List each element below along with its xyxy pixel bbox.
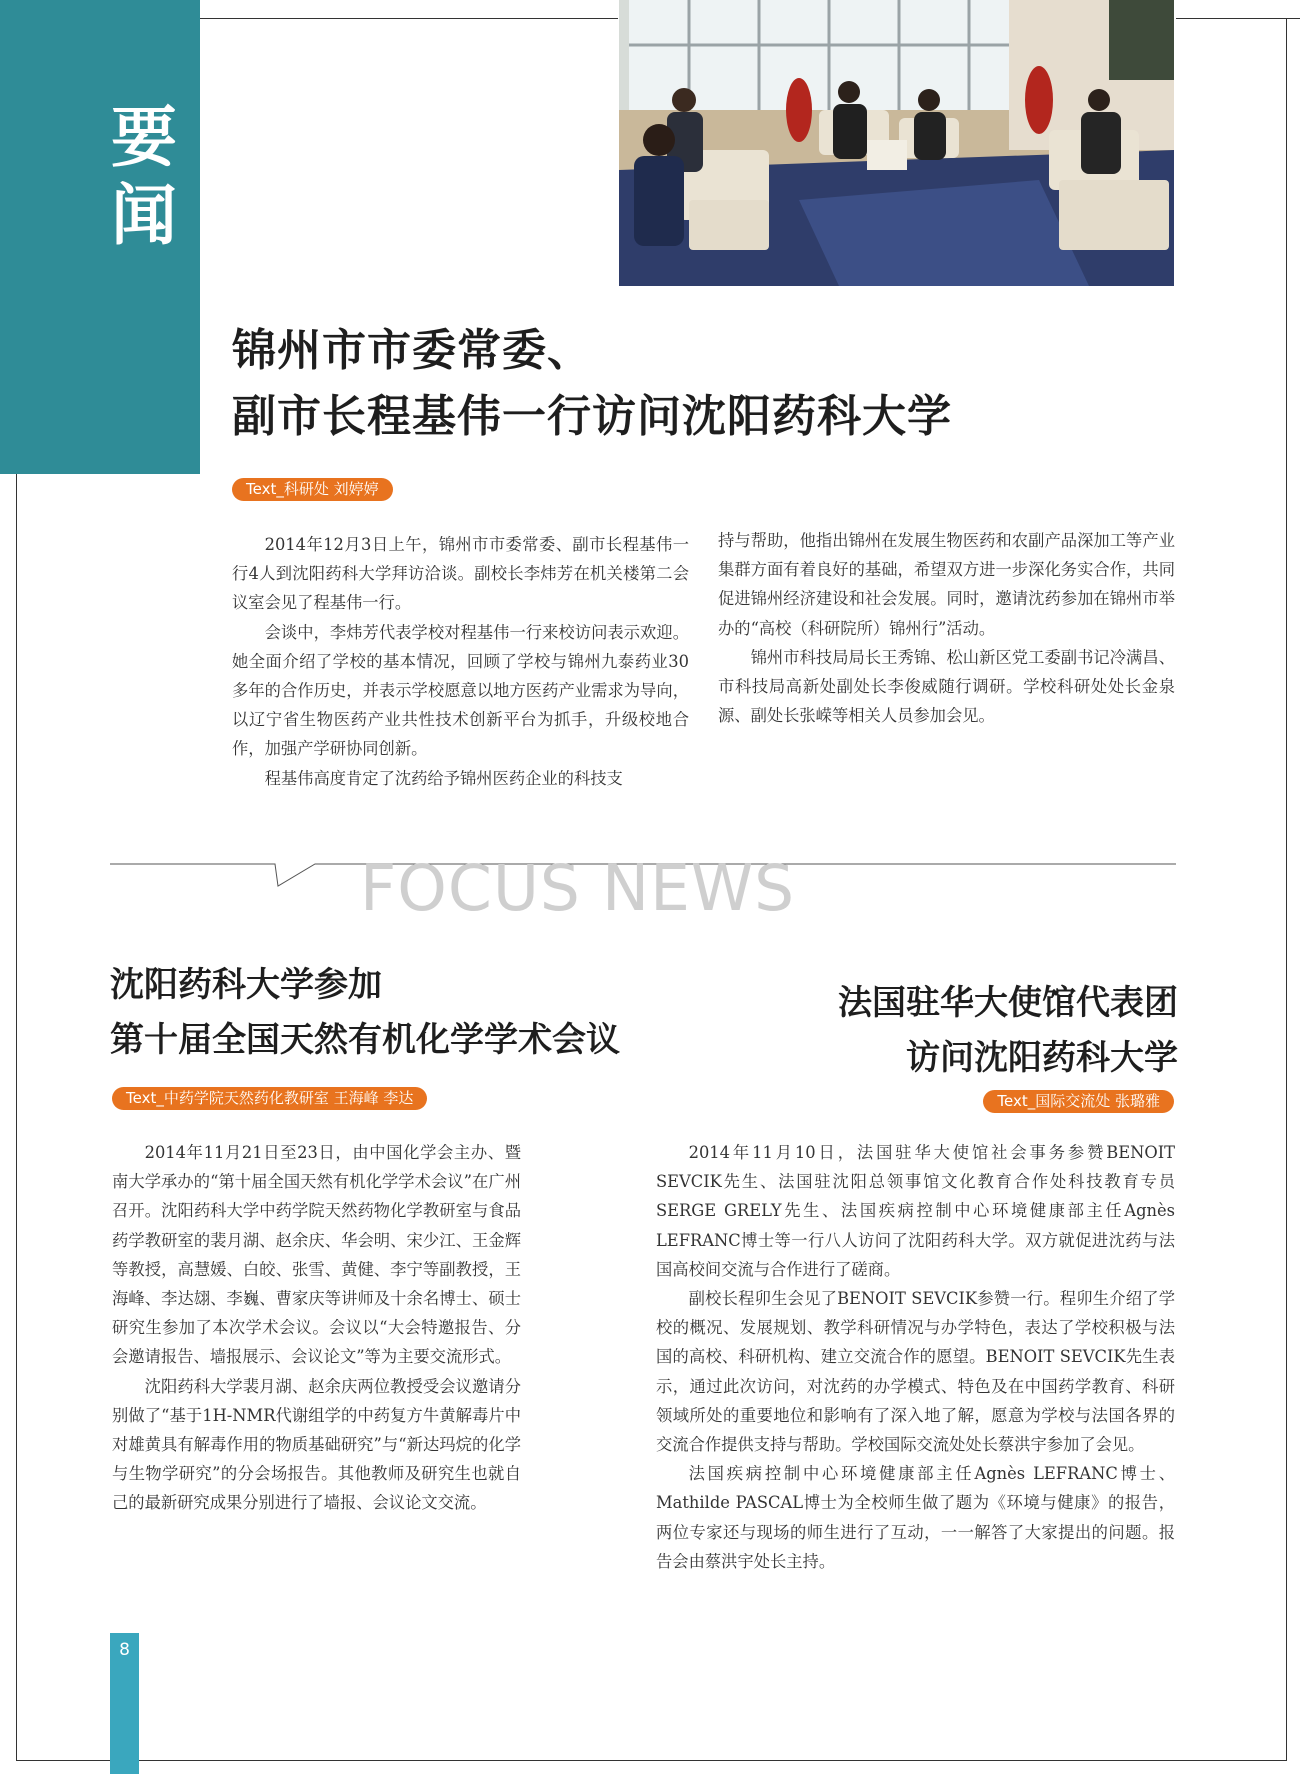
right-frame-rule [1286, 18, 1287, 1761]
meeting-photo-illustration [619, 0, 1174, 286]
article3-body [656, 1138, 1175, 1576]
top-rule-left [200, 18, 618, 19]
page-number: 8 [119, 1640, 130, 1660]
article2-title [110, 958, 620, 1068]
article3-paragraph-3: 法国疾病控制中心环境健康部主任Agnès LEFRANC博士、Mathilde PASCAL博士为全校师生做了题为《环境与健康》的报告，两位专家还与现场的师生进行了互动，一一解答了大家提出的问题。报告会由蔡洪宇处长主持。 [656, 1464, 1175, 1571]
bottom-rule-left [16, 1760, 110, 1761]
section-label-char-2: 闻 [111, 176, 177, 254]
article3-byline: Text_国际交流处 张璐雅 [983, 1090, 1174, 1113]
article1-paragraph-3-continued: 持与帮助，他指出锦州在发展生物医药和农副产品深加工等产业集群方面有着良好的基础，希望双方进一步深化务实合作，共同促进锦州经济建设和社会发展。同时，邀请沈药参加在锦州市举办的“高校（科研院所）锦州行”活动。 [718, 531, 1175, 638]
article3-title [760, 976, 1178, 1086]
focus-news-watermark: FOCUS NEWS [360, 852, 796, 925]
article1-title [232, 318, 952, 450]
left-frame-rule [16, 474, 17, 1761]
section-label-char-1: 要 [111, 98, 177, 176]
article1-paragraph-2: 会谈中，李炜芳代表学校对程基伟一行来校访问表示欢迎。她全面介绍了学校的基本情况，回顾了学校与锦州九泰药业30多年的合作历史，并表示学校愿意以地方医药产业需求为导向，以辽宁省生物医药产业共性技术创新平台为抓手，升级校地合作，加强产学研协同创新。 [232, 622, 689, 759]
article3-title-line-1: 法国驻华大使馆代表团 [838, 983, 1178, 1023]
article1-paragraph-1: 2014年12月3日上午，锦州市市委常委、副市长程基伟一行4人到沈阳药科大学拜访洽谈。副校长李炜芳在机关楼第二会议室会见了程基伟一行。 [232, 535, 689, 613]
article1-byline: Text_科研处 刘婷婷 [232, 478, 393, 501]
article3-paragraph-2: 副校长程卯生会见了BENOIT SEVCIK参赞一行。程卯生介绍了学校的概况、发展规划、教学科研情况与办学特色，表达了学校积极与法国的高校、科研机构、建立交流合作的愿望。BENOIT SEVCIK先生表示，通过此次访问，对沈药的办学模式、特色及在中国药学教育、科研领域所处的重要地位和影响有了深入地了解，愿意为学校与法国各界的交流合作提供支持与帮助。学校国际交流处处长蔡洪宇参加了会见。 [656, 1289, 1175, 1455]
article2-paragraph-1: 2014年11月21日至23日，由中国化学会主办、暨南大学承办的“第十届全国天然有机化学学术会议”在广州召开。沈阳药科大学中药学院天然药物化学教研室与食品药学教研室的裴月湖、赵余庆、华会明、宋少江、王金辉等教授，高慧媛、白皎、张雪、黄健、李宁等副教授，王海峰、李达翃、李巍、曹家庆等讲师及十余名博士、硕士研究生参加了本次学术会议。会议以“大会特邀报告、分会邀请报告、墙报展示、会议论文”等为主要交流形式。 [112, 1143, 521, 1367]
article1-paragraph-3: 程基伟高度肯定了沈药给予锦州医药企业的科技支 [264, 768, 623, 788]
section-label [104, 98, 184, 254]
article3-paragraph-1: 2014年11月10日，法国驻华大使馆社会事务参赞BENOIT SEVCIK先生、法国驻沈阳总领事馆文化教育合作处科技教育专员SERGE GRELY先生、法国疾病控制中心环境健康部主任Agnès LEFRANC博士等一行八人访问了沈阳药科大学。双方就促进沈药与法国高校间交流与合作进行了磋商。 [656, 1143, 1175, 1279]
article1-title-line-1: 锦州市市委常委、 [232, 325, 592, 376]
article2-title-line-2: 第十届全国天然有机化学学术会议 [110, 1020, 620, 1060]
article1-paragraph-4: 锦州市科技局局长王秀锦、松山新区党工委副书记冷满昌、市科技局高新处副处长李俊威随行调研。学校科研处处长金泉源、副处长张嵘等相关人员参加会见。 [718, 647, 1175, 726]
article2-body [112, 1138, 521, 1518]
article1-column-1 [232, 530, 689, 793]
meeting-photo [619, 0, 1174, 286]
top-rule-right [1176, 18, 1300, 19]
article1-column-2 [718, 526, 1175, 730]
article2-title-line-1: 沈阳药科大学参加 [110, 965, 382, 1005]
article2-byline: Text_中药学院天然药化教研室 王海峰 李达 [112, 1087, 427, 1110]
article1-title-line-2: 副市长程基伟一行访问沈阳药科大学 [232, 391, 952, 442]
article2-paragraph-2: 沈阳药科大学裴月湖、赵余庆两位教授受会议邀请分别做了“基于1H-NMR代谢组学的中药复方牛黄解毒片中对雄黄具有解毒作用的物质基础研究”与“新达玛烷的化学与生物学研究”的分会场报告。其他教师及研究生也就自己的最新研究成果分别进行了墙报、会议论文交流。 [112, 1376, 521, 1513]
article3-title-line-2: 访问沈阳药科大学 [906, 1038, 1178, 1078]
bottom-rule-right [139, 1760, 1287, 1761]
